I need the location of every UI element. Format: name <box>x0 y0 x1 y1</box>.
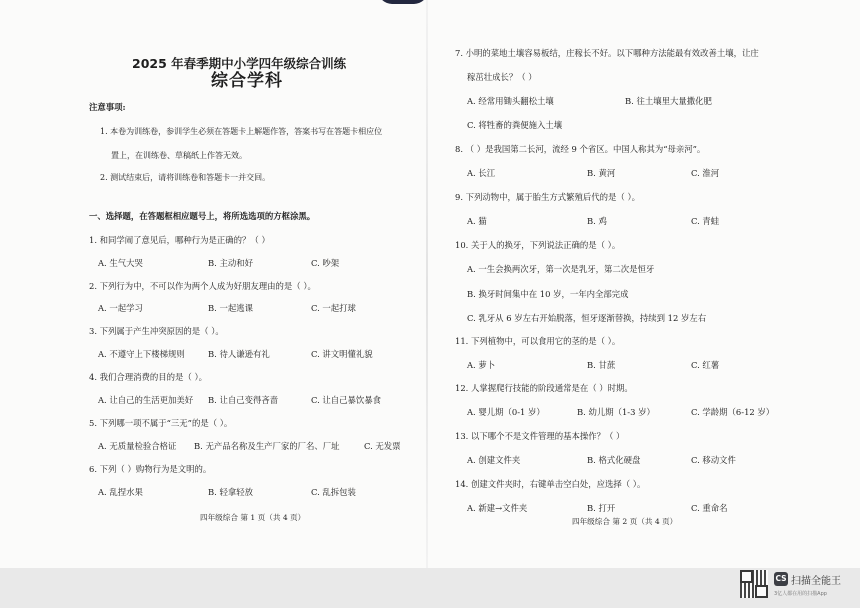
q10-option-b: B. 换牙时间集中在 10 岁，一年内全部完成 <box>467 289 629 299</box>
question-5: 5. 下列哪一项不属于“三无”的是（ ）。 <box>89 418 233 428</box>
q10-option-c: C. 乳牙从 6 岁左右开始脱落，恒牙逐渐替换，持续到 12 岁左右 <box>467 313 707 323</box>
q12-option-c: C. 学龄期（6-12 岁） <box>691 407 775 417</box>
q9-option-a: A. 猫 <box>467 216 487 226</box>
question-4: 4. 我们合理消费的目的是（ ）。 <box>89 372 207 382</box>
q10-option-a: A. 一生会换两次牙，第一次是乳牙，第二次是恒牙 <box>467 264 655 274</box>
q2-option-c: C. 一起打球 <box>311 303 356 313</box>
q12-option-b: B. 幼儿期（1-3 岁） <box>577 407 655 417</box>
q13-option-c: C. 移动文件 <box>691 455 736 465</box>
q3-option-a: A. 不遵守上下楼梯规则 <box>98 349 185 359</box>
q11-option-b: B. 甘蔗 <box>587 360 616 370</box>
question-8: 8. （ ）是我国第二长河，流经 9 个省区。中国人称其为“母亲河”。 <box>455 144 706 154</box>
q4-option-c: C. 让自己暴饮暴食 <box>311 395 382 405</box>
q7-option-a: A. 经常用锄头翻松土壤 <box>467 96 554 106</box>
q13-option-b: B. 格式化硬盘 <box>587 455 641 465</box>
question-2: 2. 下列行为中，不可以作为两个人成为好朋友理由的是（ ）。 <box>89 281 316 291</box>
qr-code-icon <box>740 570 768 598</box>
q14-option-c: C. 重命名 <box>691 503 728 513</box>
notice-item-1b: 置上，在训练卷、草稿纸上作答无效。 <box>111 151 247 160</box>
q12-option-a: A. 婴儿期（0-1 岁） <box>467 407 545 417</box>
q14-option-a: A. 新建→文件夹 <box>467 503 528 513</box>
q3-option-b: B. 待人谦逊有礼 <box>208 349 270 359</box>
q7-option-b: B. 往土壤里大量撒化肥 <box>625 96 712 106</box>
q8-option-b: B. 黄河 <box>587 168 616 178</box>
question-7-cont: 稼茁壮成长？（ ） <box>467 72 537 82</box>
camscanner-logo-icon: CS <box>774 572 788 586</box>
q3-option-c: C. 讲文明懂礼貌 <box>311 349 373 359</box>
question-1: 1. 和同学闹了意见后，哪种行为是正确的？（ ） <box>89 235 270 245</box>
question-3: 3. 下列属于产生冲突原因的是（ ）。 <box>89 326 224 336</box>
question-13: 13. 以下哪个不是文件管理的基本操作？（ ） <box>455 431 625 441</box>
q9-option-b: B. 鸡 <box>587 216 607 226</box>
exam-title: 2025 年春季期中小学四年级综合训练 <box>132 56 347 71</box>
q8-option-a: A. 长江 <box>467 168 496 178</box>
q5-option-a: A. 无质量检验合格证 <box>98 441 177 451</box>
q5-option-c: C. 无发票 <box>364 441 401 451</box>
section-heading: 一、选择题，在答题框相应题号上，将所选选项的方框涂黑。 <box>89 211 316 221</box>
scan-edge-mark <box>378 0 428 4</box>
q4-option-a: A. 让自己的生活更加美好 <box>98 395 194 405</box>
question-14: 14. 创建文件夹时，右键单击空白处，应选择（ ）。 <box>455 479 646 489</box>
question-6: 6. 下列（ ）购物行为是文明的。 <box>89 464 212 474</box>
q2-option-b: B. 一起逃课 <box>208 303 253 313</box>
q6-option-b: B. 轻拿轻放 <box>208 487 253 497</box>
page-fold <box>426 0 428 568</box>
question-7: 7. 小明的菜地土壤容易板结，庄稼长不好。以下哪种方法能最有效改善土壤，让庄 <box>455 48 759 58</box>
q6-option-c: C. 乱拆包装 <box>311 487 356 497</box>
q8-option-c: C. 淮河 <box>691 168 720 178</box>
notice-item-2: 2. 测试结束后，请将训练卷和答题卡一并交回。 <box>100 173 271 182</box>
exam-subject: 综合学科 <box>211 71 283 91</box>
q11-option-a: A. 萝卜 <box>467 360 496 370</box>
q1-option-b: B. 主动和好 <box>208 258 253 268</box>
q6-option-a: A. 乱捏水果 <box>98 487 143 497</box>
question-11: 11. 下列植物中，可以食用它的茎的是（ ）。 <box>455 336 621 346</box>
q9-option-c: C. 青蛙 <box>691 216 720 226</box>
q11-option-c: C. 红薯 <box>691 360 720 370</box>
q1-option-c: C. 吵架 <box>311 258 340 268</box>
q7-option-c: C. 将牲畜的粪便施入土壤 <box>467 120 563 130</box>
scanner-brand-tagline: 3亿人都在用的扫描App <box>774 591 827 597</box>
q4-option-b: B. 让自己变得吝啬 <box>208 395 279 405</box>
q14-option-b: B. 打开 <box>587 503 616 513</box>
question-10: 10. 关于人的换牙，下列说法正确的是（ ）。 <box>455 240 621 250</box>
scanner-watermark <box>736 568 860 608</box>
q2-option-a: A. 一起学习 <box>98 303 143 313</box>
left-page-footer: 四年级综合 第 1 页（共 4 页） <box>200 513 306 522</box>
notice-heading: 注意事项: <box>89 102 126 112</box>
scanner-brand-name: 扫描全能王 <box>791 576 841 587</box>
notice-item-1: 1. 本卷为训练卷，参训学生必须在答题卡上解题作答，答案书写在答题卡相应位 <box>100 127 383 136</box>
question-9: 9. 下列动物中，属于胎生方式繁殖后代的是（ ）。 <box>455 192 640 202</box>
question-12: 12. 人掌握爬行技能的阶段通常是在（ ）时期。 <box>455 383 633 393</box>
q1-option-a: A. 生气大哭 <box>98 258 143 268</box>
q13-option-a: A. 创建文件夹 <box>467 455 521 465</box>
q5-option-b: B. 无产品名称及生产厂家的厂名、厂址 <box>194 441 340 451</box>
right-page-footer: 四年级综合 第 2 页（共 4 页） <box>572 517 678 526</box>
